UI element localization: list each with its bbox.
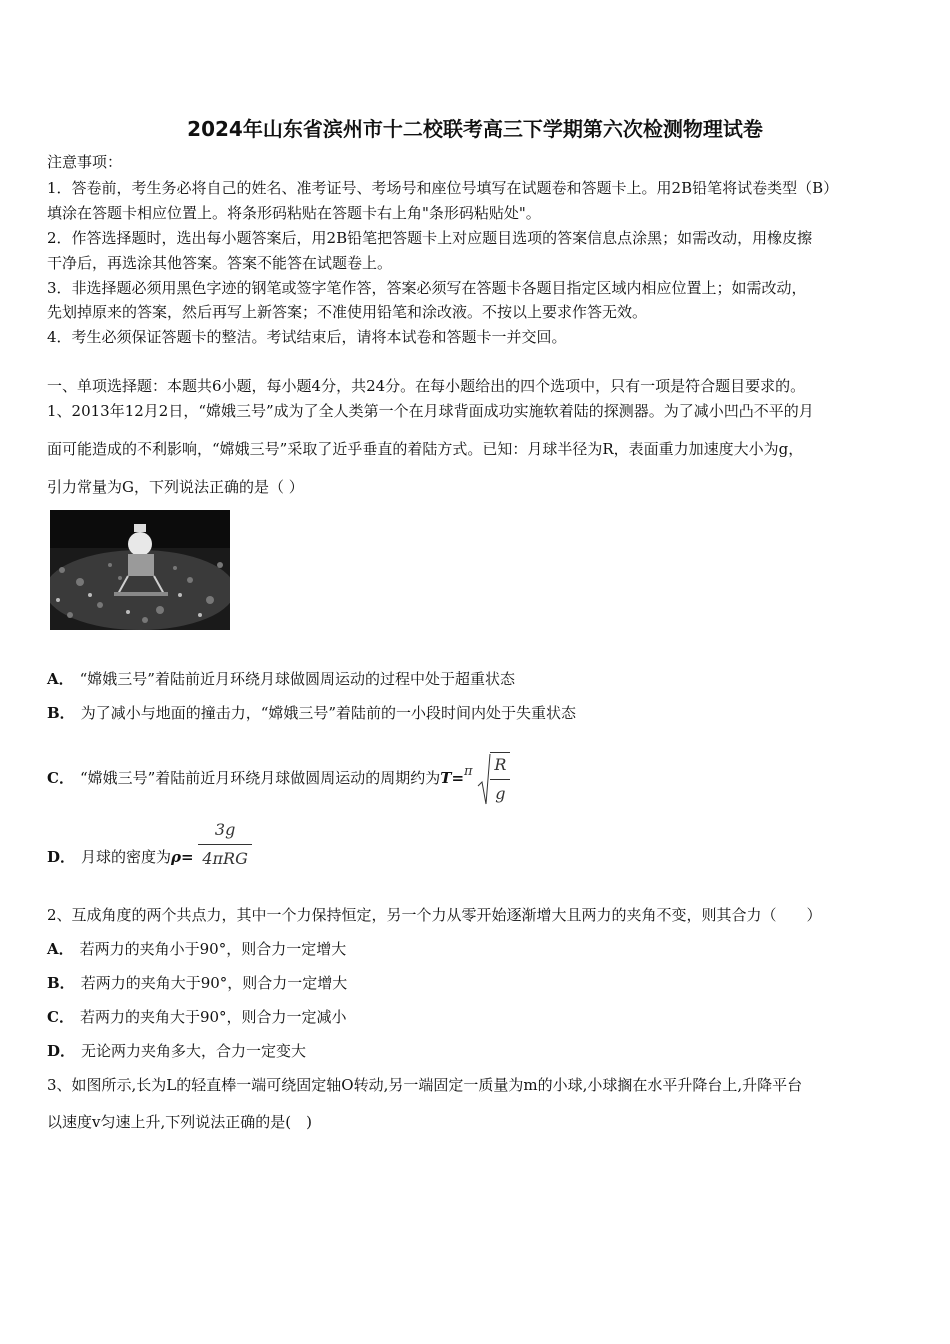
fraction-bar xyxy=(490,779,510,780)
q1-stem-line: 引力常量为G，下列说法正确的是（ ） xyxy=(47,478,304,496)
option-label: D． xyxy=(47,848,76,866)
option-text: “嫦娥三号”着陆前近月环绕月球做圆周运动的周期约为 xyxy=(79,769,441,787)
pi-symbol: π xyxy=(464,764,473,779)
notice-line: 2．作答选择题时，选出每小题答案后，用2B铅笔把答题卡上对应题目选项的答案信息点涂黑；如需改动，用橡皮擦 xyxy=(47,229,813,247)
q2-option-a xyxy=(47,939,346,959)
fraction-numerator: R xyxy=(494,755,507,774)
notice-heading: 注意事项： xyxy=(47,153,123,171)
sqrt-fraction xyxy=(490,752,510,806)
fraction-bar xyxy=(198,844,252,845)
lunar-lander-photo xyxy=(50,510,230,630)
q2-stem: 2、互成角度的两个共点力，其中一个力保持恒定，另一个力从零开始逐渐增大且两力的夹角不变，则其合力（ ） xyxy=(47,906,822,924)
fraction-numerator: 3g xyxy=(214,820,236,839)
option-label: A． xyxy=(47,670,74,688)
notice-line: 干净后，再选涂其他答案。答案不能答在试题卷上。 xyxy=(47,254,393,272)
q3-stem-line: 3、如图所示,长为L的轻直棒一端可绕固定轴O转动,另一端固定一质量为m的小球,小球搁在水平升降台上,升降平台 xyxy=(47,1076,803,1094)
q1-stem-line: 面可能造成的不利影响，“嫦娥三号”采取了近乎垂直的着陆方式。已知：月球半径为R，表面重力加速度大小为g， xyxy=(47,440,804,458)
option-label: D． xyxy=(47,1042,76,1060)
notice-line: 先划掉原来的答案，然后再写上新答案；不准使用铅笔和涂改液。不按以上要求作答无效。 xyxy=(47,303,648,321)
notice-line: 4．考生必须保证答题卡的整洁。考试结束后，请将本试卷和答题卡一并交回。 xyxy=(47,328,567,346)
notice-line: 填涂在答题卡相应位置上。将条形码粘贴在答题卡右上角"条形码粘贴处"。 xyxy=(47,204,541,222)
option-text: 若两力的夹角大于90°，则合力一定增大 xyxy=(80,974,348,992)
radical-sign xyxy=(477,752,491,806)
section-heading: 一、单项选择题：本题共6小题，每小题4分，共24分。在每小题给出的四个选项中，只有一项是符合题目要求的。 xyxy=(47,377,806,395)
option-label: C． xyxy=(47,769,74,787)
q2-option-b xyxy=(47,973,347,993)
option-label: C． xyxy=(47,1008,74,1026)
option-text: 若两力的夹角大于90°，则合力一定减小 xyxy=(79,1008,347,1026)
formula-prefix: T= xyxy=(440,769,465,787)
fraction-denominator: 4πRG xyxy=(202,849,248,868)
formula-prefix: ρ= xyxy=(171,848,194,866)
option-text: 为了减小与地面的撞击力，“嫦娥三号”着陆前的一小段时间内处于失重状态 xyxy=(80,704,577,722)
option-text: 若两力的夹角小于90°，则合力一定增大 xyxy=(79,940,347,958)
density-fraction xyxy=(198,818,252,871)
option-text: “嫦娥三号”着陆前近月环绕月球做圆周运动的过程中处于超重状态 xyxy=(79,670,515,688)
q2-option-c xyxy=(47,1007,347,1027)
q1-option-c xyxy=(47,752,510,806)
option-label: A． xyxy=(47,940,74,958)
q1-option-b xyxy=(47,703,576,723)
option-text: 月球的密度为 xyxy=(81,848,172,866)
notice-line: 3．非选择题必须用黑色字迹的钢笔或签字笔作答，答案必须写在答题卡各题目指定区域内相应位置上；如需改动， xyxy=(47,279,807,297)
notice-line: 1．答卷前，考生务必将自己的姓名、准考证号、考场号和座位号填写在试题卷和答题卡上。用2B铅笔将试卷类型（B） xyxy=(47,179,839,197)
option-text: 无论两力夹角多大，合力一定变大 xyxy=(81,1042,307,1060)
sqrt-formula xyxy=(477,752,510,806)
fraction-denominator: g xyxy=(495,784,506,803)
q1-option-d xyxy=(47,818,252,869)
page-title: 2024年山东省滨州市十二校联考高三下学期第六次检测物理试卷 xyxy=(187,117,763,141)
option-label: B． xyxy=(47,974,75,992)
lunar-lander-image xyxy=(50,510,230,630)
q1-stem-line: 1、2013年12月2日，“嫦娥三号”成为了全人类第一个在月球背面成功实施软着陆的探测器。为了减小凹凸不平的月 xyxy=(47,402,814,420)
q3-stem-line: 以速度v匀速上升,下列说法正确的是( ) xyxy=(47,1113,312,1131)
option-label: B． xyxy=(47,704,75,722)
q1-option-a xyxy=(47,669,515,689)
q2-option-d xyxy=(47,1041,306,1061)
